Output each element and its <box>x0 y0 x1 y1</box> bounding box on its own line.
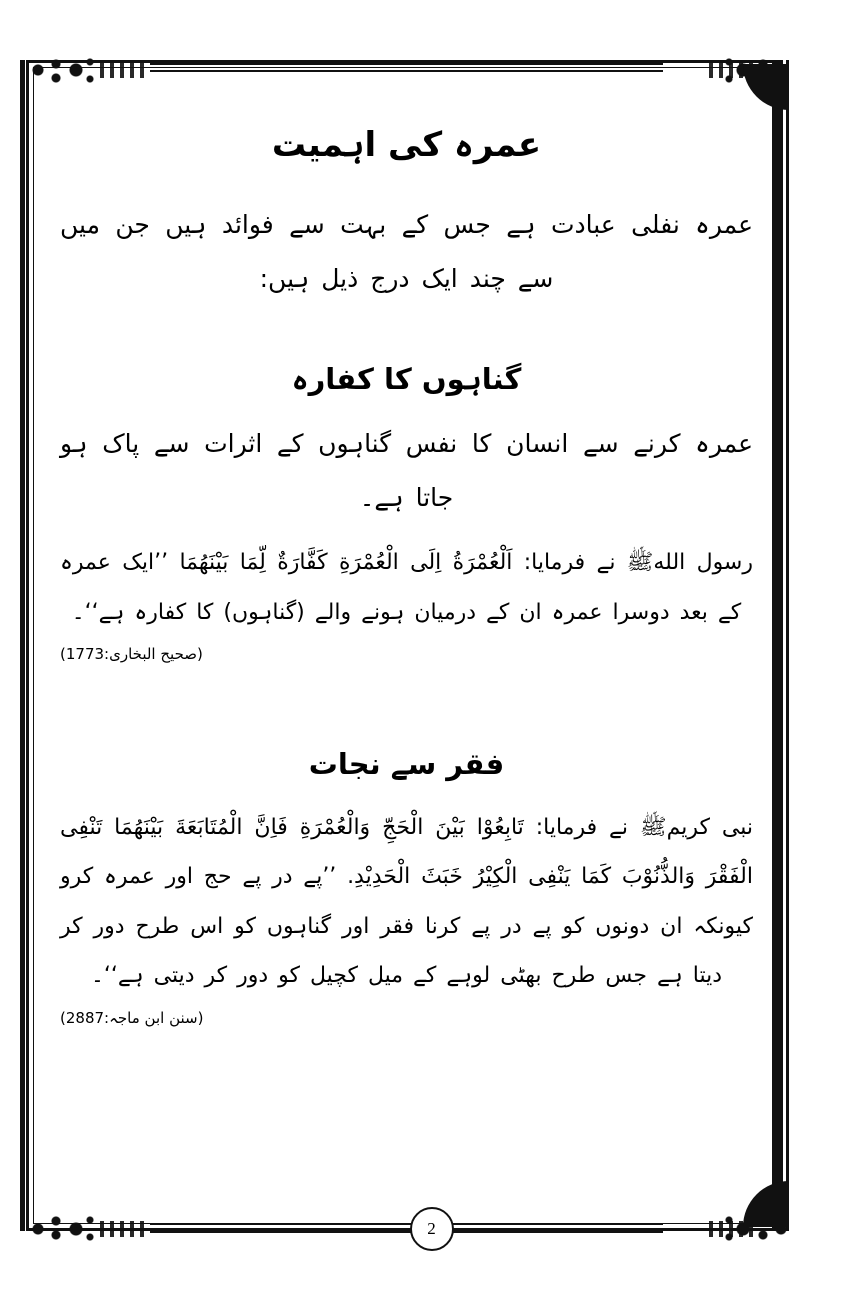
document-content <box>60 100 753 1183</box>
ornament-strip-top-right-icon <box>709 62 753 78</box>
hadith-reference-ibn-majah: (سنن ابن ماجہ:2887) <box>60 1008 204 1027</box>
page-border-spine-bar-secondary <box>786 60 789 1231</box>
ornament-strip-top-left-icon <box>100 62 144 78</box>
page-rule-top-thin <box>150 70 663 72</box>
page-border-left-bar <box>20 60 25 1231</box>
page-rule-bottom <box>150 1230 663 1233</box>
ornament-strip-bottom-left-icon <box>100 1221 144 1237</box>
intro-paragraph: عمرہ نفلی عبادت ہے جس کے بہت سے فوائد ہیں جن میں سے چند ایک درج ذیل ہیں: <box>60 210 753 294</box>
section-heading-poverty: فقر سے نجات <box>308 747 505 782</box>
page-border-spine-bar <box>772 60 781 1231</box>
hadith-text-ibn-majah: نبی کریمﷺ نے فرمایا: تَابِعُوْا بَيْنَ الْحَجِّ وَالْعُمْرَةِ فَاِنَّ الْمُتَابَعَةَ بَيْنَهُمَا تَنْفِى الْفَقْرَ وَالذُّنُوْبَ كَمَا يَنْفِى الْكِيْرُ خَبَثَ الْحَدِيْدِ. ’’پے در پے حج اور عمرہ کرو کیونکہ ان دونوں کو پے در پے کرنا فقر اور گناہوں کو اس طرح دور کر دیتا ہے جس طرح بھٹی لوہے کے میل کچیل کو دور کر دیتی ہے‘‘۔ <box>60 814 753 989</box>
hadith-reference-bukhari: (صحیح البخاری:1773) <box>60 645 203 664</box>
section-paragraph-expiation: عمرہ کرنے سے انسان کا نفس گناہوں کے اثرات سے پاک ہو جاتا ہے۔ <box>60 428 753 512</box>
ornament-strip-bottom-right-icon <box>709 1221 753 1237</box>
hadith-text-bukhari: رسول اللهﷺ نے فرمایا: اَلْعُمْرَةُ اِلَى الْعُمْرَةِ كَفَّارَةٌ لِّمَا بَيْنَهُمَا ’’ایک عمرہ کے بعد دوسرا عمرہ ان کے درمیان ہونے والے (گناہوں) کا کفارہ ہے‘‘۔ <box>60 550 753 625</box>
ornament-corner-bottom-left-icon <box>26 1211 100 1247</box>
page-title: عمرہ کی اہمیت <box>271 125 542 165</box>
spacer <box>60 685 753 719</box>
ornament-corner-top-left-icon <box>26 52 100 88</box>
section-heading-expiation: گناہوں کا کفارہ <box>291 361 522 396</box>
spacer <box>60 320 753 334</box>
page-rule-top <box>150 62 663 65</box>
page-number: 2 <box>410 1207 454 1251</box>
page-rule-bottom-thin <box>150 1224 663 1226</box>
